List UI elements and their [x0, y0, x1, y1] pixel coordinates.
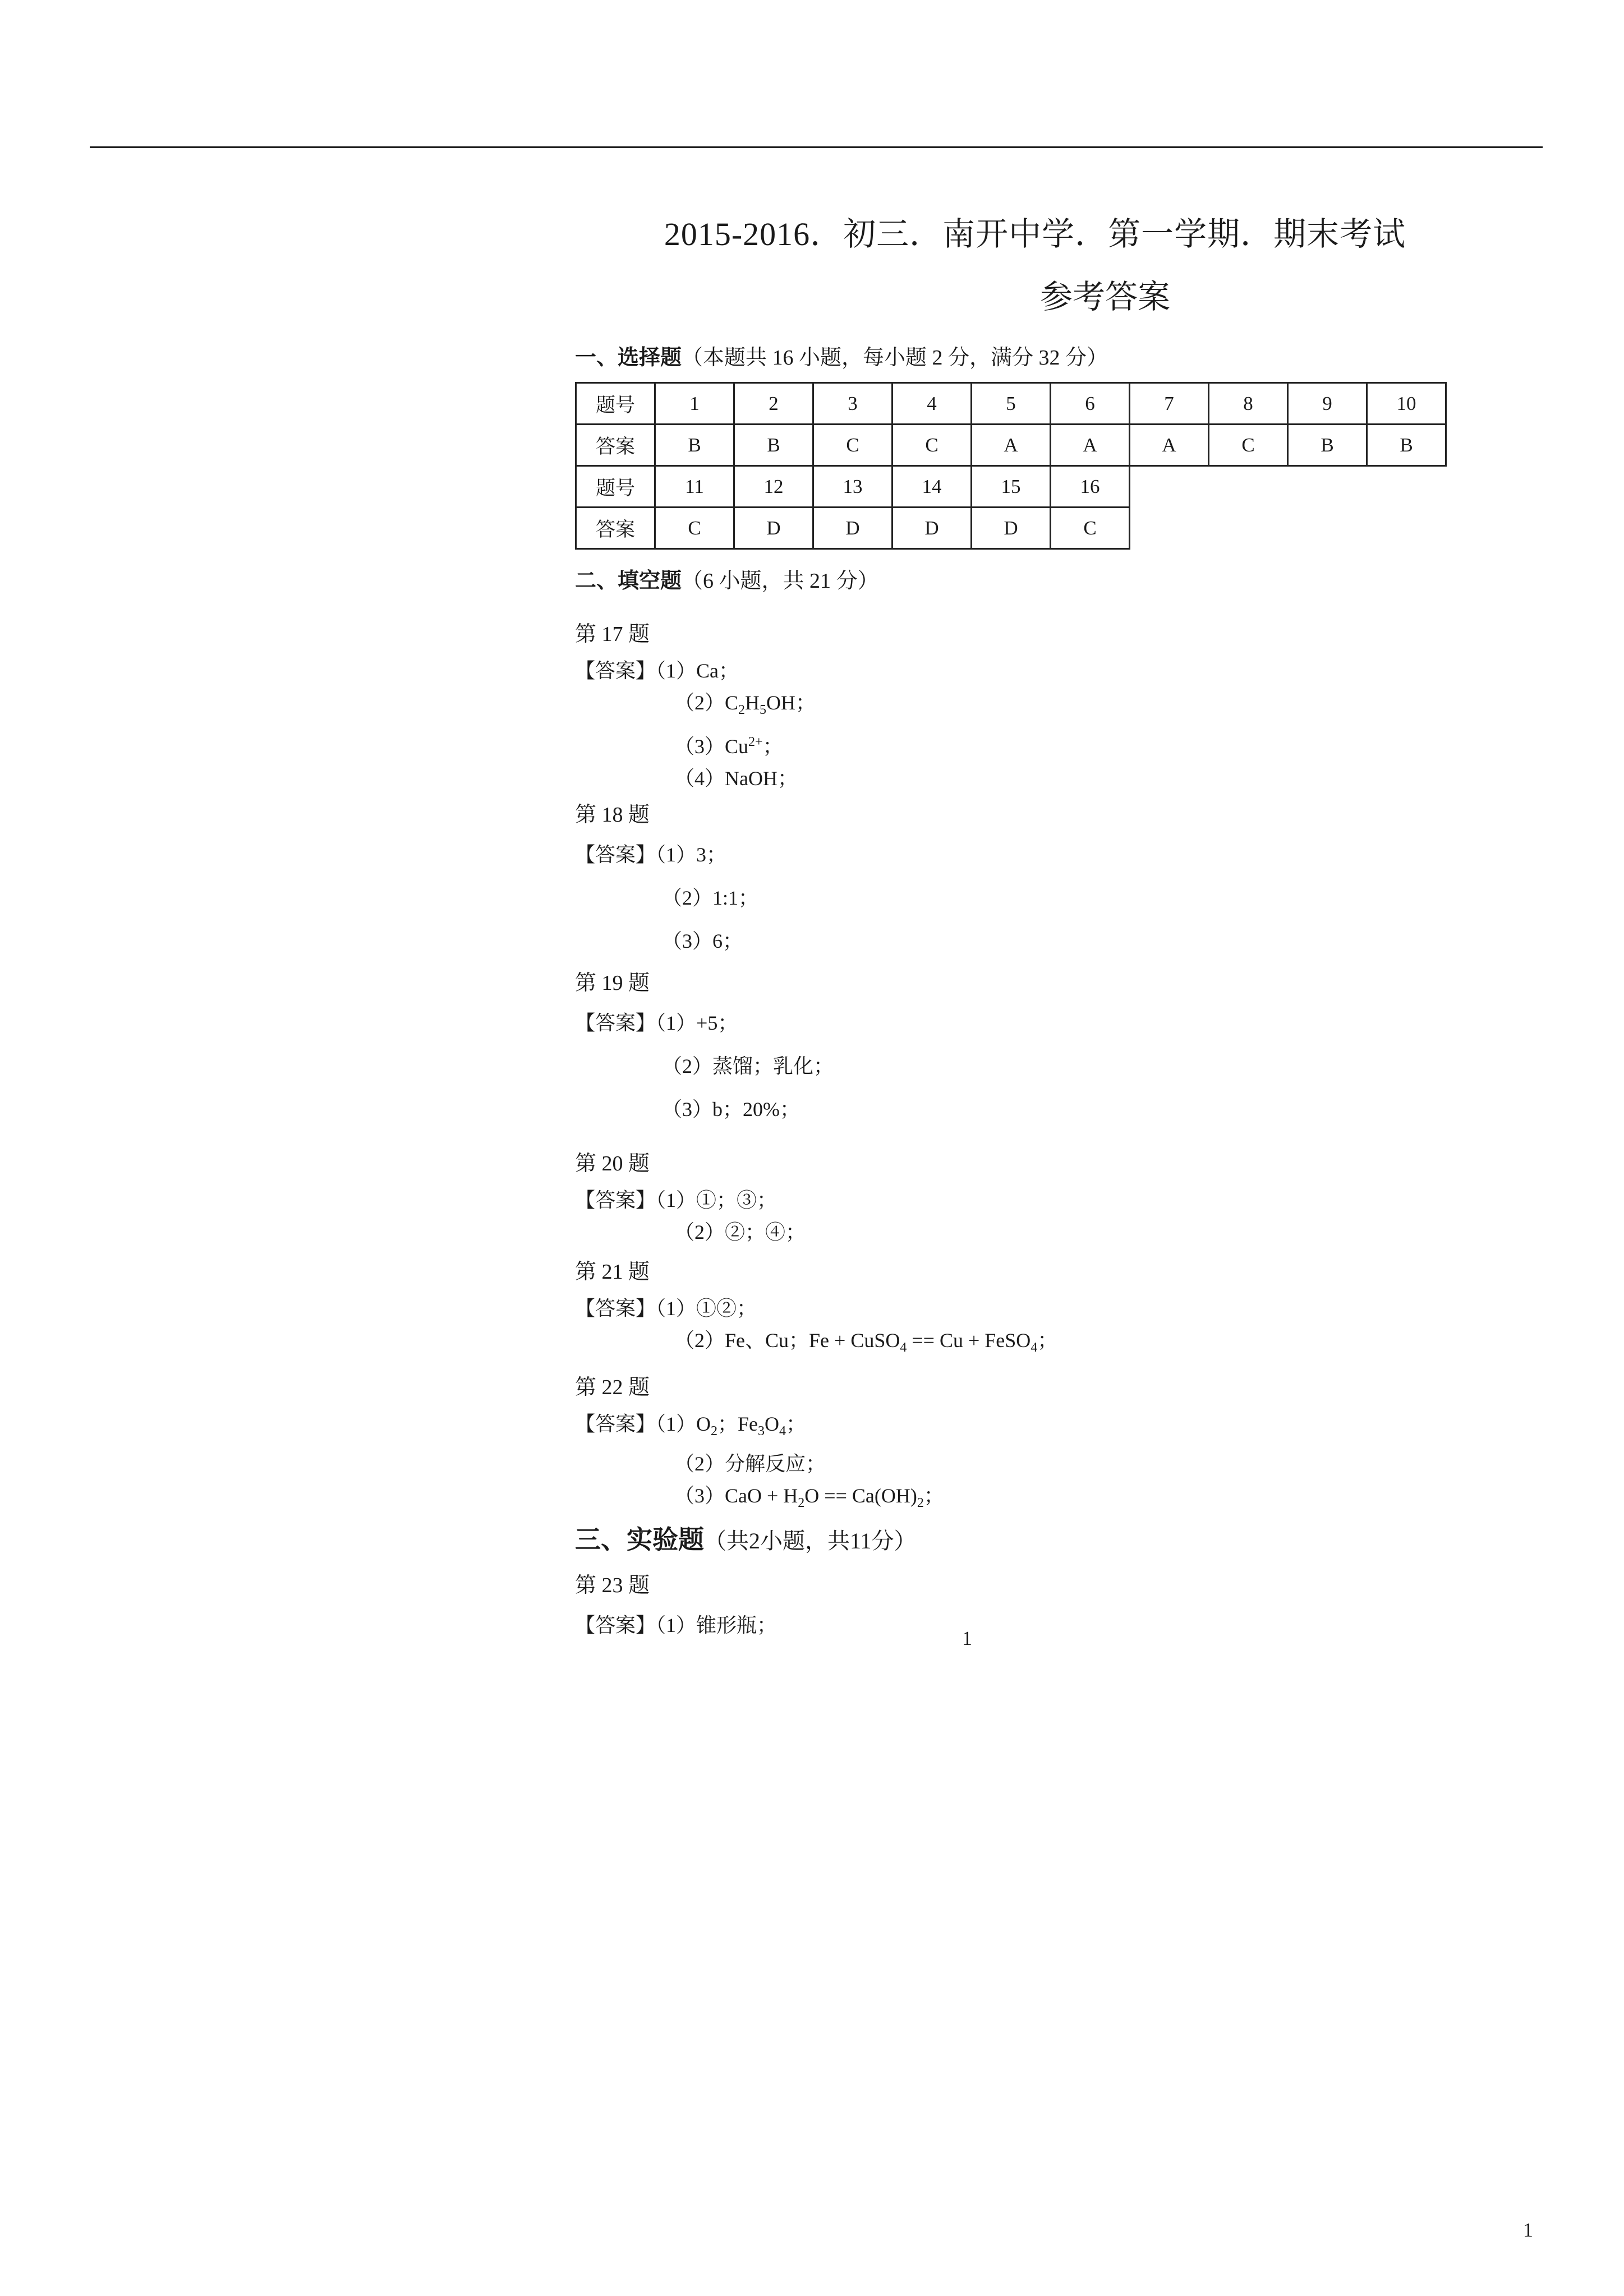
table-cell: B [1367, 425, 1446, 466]
section-2-heading [575, 563, 1450, 594]
table-cell: 12 [734, 466, 813, 508]
subscript: 3 [758, 1424, 765, 1439]
superscript: 2+ [748, 735, 763, 750]
answer-tag: 【答案】 [575, 1012, 656, 1035]
question-20-answer-2: （2）②；④； [674, 1221, 806, 1244]
table-cell: 3 [813, 383, 892, 425]
table-cell: C [892, 425, 972, 466]
table-cell: 11 [655, 466, 734, 508]
table-row [576, 466, 1446, 508]
answer-tag: 【答案】 [575, 1613, 656, 1636]
inner-page-number: 1 [962, 1627, 972, 1649]
question-23-label: 第 23 题 [575, 1573, 650, 1597]
table-cell: B [1288, 425, 1367, 466]
answer-text: ； [786, 1413, 807, 1436]
table-cell: 5 [972, 383, 1051, 425]
table-cell: A [972, 425, 1051, 466]
subscript: 2 [711, 1424, 718, 1439]
question-22-answer-2: （2）分解反应； [674, 1452, 826, 1475]
question-19-answer-3: （3）b；20%； [662, 1098, 800, 1121]
section-1-note: （本题共 16 小题，每小题 2 分，满分 32 分） [682, 346, 1108, 370]
answer-tag: 【答案】 [575, 843, 656, 866]
answer-text: == Cu + FeSO [907, 1329, 1031, 1352]
table-row [576, 508, 1446, 549]
table-cell: 2 [734, 383, 813, 425]
subscript: 2 [917, 1495, 924, 1510]
answer-text: （1）①；③； [656, 1189, 778, 1212]
answer-text: O == Ca(OH) [804, 1484, 917, 1507]
table-cell: 1 [655, 383, 734, 425]
table-cell: C [813, 425, 892, 466]
table-cell: C [1209, 425, 1288, 466]
answer-text: OH； [766, 691, 816, 714]
answer-text: （3）Cu [674, 735, 749, 758]
question-17-answer-1 [575, 655, 1450, 687]
answer-tag: 【答案】 [575, 1413, 656, 1436]
table-header-cell: 答案 [576, 508, 655, 549]
table-cell: D [892, 508, 972, 549]
answer-text: （1）①②； [656, 1297, 757, 1320]
outer-page-number: 1 [1523, 2219, 1533, 2241]
answer-text: （1）锥形瓶； [656, 1613, 778, 1636]
table-row [576, 425, 1446, 466]
table-cell: 9 [1288, 383, 1367, 425]
table-row [576, 383, 1446, 425]
subscript: 4 [900, 1340, 907, 1356]
table-empty-cell [1130, 466, 1446, 508]
header-rule [90, 146, 1543, 148]
table-cell: D [734, 508, 813, 549]
table-cell: A [1051, 425, 1130, 466]
answer-tag: 【答案】 [575, 660, 656, 682]
question-17-answer-4: （4）NaOH； [674, 767, 798, 790]
table-cell: 4 [892, 383, 972, 425]
section-3-note: （共2小题，共11分） [704, 1528, 917, 1553]
table-cell: C [655, 508, 734, 549]
table-cell: C [1051, 508, 1130, 549]
section-2-note: （6 小题，共 21 分） [682, 569, 879, 593]
question-17-label: 第 17 题 [575, 623, 650, 646]
section-1-heading [575, 340, 1450, 371]
question-18-label: 第 18 题 [575, 803, 650, 827]
question-19-answer-1 [575, 1002, 1450, 1045]
answer-text: ；Fe [717, 1413, 758, 1436]
answer-text: O [765, 1413, 780, 1436]
section-1-title: 一、选择题 [575, 346, 682, 370]
answer-tag: 【答案】 [575, 1297, 656, 1320]
answer-text: H [745, 691, 760, 714]
answer-text: ； [762, 735, 783, 758]
subscript: 2 [738, 703, 746, 718]
table-header-cell: 题号 [576, 466, 655, 508]
table-cell: D [813, 508, 892, 549]
table-cell: 7 [1130, 383, 1209, 425]
answer-text: ； [1037, 1329, 1058, 1352]
question-17-answer-2 [575, 687, 1450, 726]
table-cell: 13 [813, 466, 892, 508]
document-page [575, 208, 1450, 1642]
answer-text: （1）+5； [656, 1012, 738, 1035]
table-cell: 6 [1051, 383, 1130, 425]
section-3-title: 三、实验题 [575, 1525, 704, 1554]
table-cell: 14 [892, 466, 972, 508]
question-21-answer-2 [575, 1325, 1450, 1364]
answer-text: （1）O [656, 1413, 711, 1436]
question-21-label: 第 21 题 [575, 1260, 650, 1284]
subscript: 4 [1030, 1340, 1038, 1356]
question-22-answer-3 [575, 1480, 1450, 1519]
table-cell: 10 [1367, 383, 1446, 425]
question-17-answer-3 [575, 726, 1450, 763]
question-22-label: 第 22 题 [575, 1376, 650, 1400]
table-cell: 8 [1209, 383, 1288, 425]
question-21-answer-1 [575, 1293, 1450, 1325]
table-cell: 16 [1051, 466, 1130, 508]
table-cell: B [655, 425, 734, 466]
question-22-answer-1 [575, 1408, 1450, 1447]
answer-text: （3）CaO + H [674, 1484, 798, 1507]
answer-text: ； [923, 1484, 944, 1507]
answer-text: （2）Fe、Cu；Fe + CuSO [674, 1329, 900, 1352]
answer-text: （2）C [674, 691, 739, 714]
question-18-answer-2: （2）1:1； [662, 887, 759, 910]
table-empty-cell [1130, 508, 1446, 549]
section-3-heading [575, 1519, 1450, 1556]
question-20-label: 第 20 题 [575, 1152, 650, 1176]
section-2-title: 二、填空题 [575, 569, 682, 593]
answer-tag: 【答案】 [575, 1189, 656, 1212]
question-23-answer-1 [575, 1610, 1450, 1642]
subscript: 2 [798, 1495, 805, 1510]
table-cell: B [734, 425, 813, 466]
document-title: 2015-2016．初三．南开中学．第一学期．期末考试 [664, 216, 1406, 252]
table-cell: 15 [972, 466, 1051, 508]
document-subtitle: 参考答案 [1039, 279, 1170, 315]
subscript: 4 [779, 1424, 786, 1439]
table-cell: A [1130, 425, 1209, 466]
table-header-cell: 答案 [576, 425, 655, 466]
table-cell: D [972, 508, 1051, 549]
answer-text: （1）Ca； [656, 660, 739, 682]
question-18-answer-3: （3）6； [662, 930, 743, 953]
answer-table [575, 382, 1447, 550]
question-20-answer-1 [575, 1184, 1450, 1216]
question-19-answer-2: （2）蒸馏；乳化； [662, 1055, 834, 1078]
table-header-cell: 题号 [576, 383, 655, 425]
question-18-answer-1 [575, 833, 1450, 877]
subscript: 5 [760, 703, 767, 718]
answer-text: （1）3； [656, 843, 727, 866]
question-19-label: 第 19 题 [575, 971, 650, 995]
